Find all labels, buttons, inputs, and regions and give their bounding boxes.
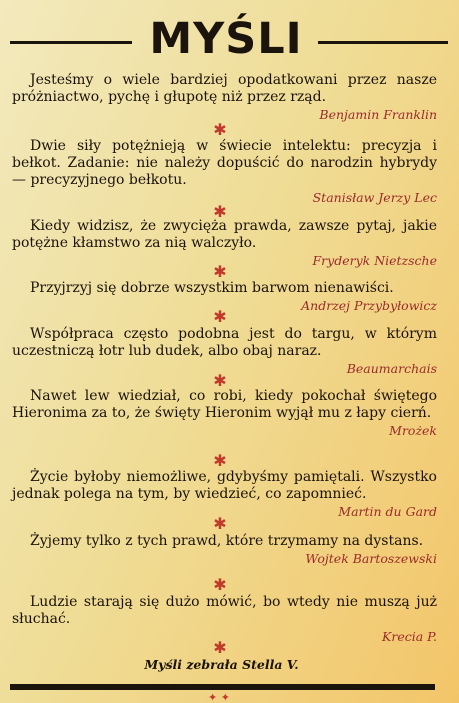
quote-text: Kiedy widzisz, że zwycięża prawda, zawsze pytaj, jakie potężne kłamstwo za nią walczyło.	[12, 218, 437, 251]
quote-text: Ludzie starają się dużo mówić, bo wtedy nie muszą już słuchać.	[12, 594, 437, 627]
star-separator-icon: ✱	[213, 371, 227, 390]
collector-credit: Myśli zebrała Stella V.	[144, 657, 299, 672]
star-separator-icon: ✱	[213, 307, 227, 326]
quote-author: Martin du Gard	[338, 504, 437, 519]
star-separator-icon: ✱	[213, 638, 227, 657]
quote-block	[12, 138, 437, 206]
quote-text: Jesteśmy o wiele bardziej opodatkowani przez nasze próżniactwo, pychę i głupotę niż przez rząd.	[12, 72, 437, 105]
star-separator-icon: ✱	[213, 514, 227, 533]
header	[0, 14, 459, 64]
quote-author: Benjamin Franklin	[319, 107, 437, 122]
quote-text: Nawet lew wiedział, co robi, kiedy pokochał świętego Hieronima za to, że święty Hieronim wyjął mu z łapy cierń.	[12, 388, 437, 421]
star-separator-icon: ✱	[213, 262, 227, 281]
quote-author: Stanisław Jerzy Lec	[312, 190, 437, 205]
quote-author: Mrożek	[389, 423, 437, 438]
quote-block	[12, 326, 437, 377]
quote-author: Fryderyk Nietzsche	[312, 253, 437, 268]
quote-author: Beaumarchais	[346, 361, 437, 376]
quote-text: Współpraca często podobna jest do targu, w którym uczestniczą łotr lub dudek, albo obaj naraz.	[12, 326, 437, 359]
quote-text: Żyjemy tylko z tych prawd, które trzymamy na dystans.	[30, 533, 424, 549]
quote-text: Dwie siły potężnieją w świecie intelektu: precyzja i bełkot. Zadanie: nie należy dopuścić do narodzin hybrydy — precyzyjnego bełkotu.	[12, 138, 437, 188]
ornament-icon: ✦ ✦	[208, 691, 230, 703]
quote-author: Wojtek Bartoszewski	[305, 551, 437, 566]
star-separator-icon: ✱	[213, 120, 227, 139]
star-separator-icon: ✱	[213, 202, 227, 221]
quote-author: Krecia P.	[382, 629, 437, 644]
quote-author: Andrzej Przybyłowicz	[301, 298, 437, 313]
star-separator-icon: ✱	[213, 575, 227, 594]
quote-text: Życie byłoby niemożliwe, gdybyśmy pamiętali. Wszystko jednak polega na tym, by wiedzieć, co zapomnieć.	[12, 469, 437, 502]
bottom-rule	[10, 684, 435, 690]
quote-block	[12, 388, 437, 439]
quote-block	[12, 469, 437, 520]
header-rule-left	[10, 41, 132, 44]
star-separator-icon: ✱	[213, 451, 227, 470]
quote-block	[12, 533, 437, 567]
header-rule-right	[318, 41, 448, 44]
quote-text: Przyjrzyj się dobrze wszystkim barwom nienawiści.	[30, 280, 394, 296]
quote-block	[12, 72, 437, 123]
page-title: MYŚLI	[149, 14, 303, 64]
